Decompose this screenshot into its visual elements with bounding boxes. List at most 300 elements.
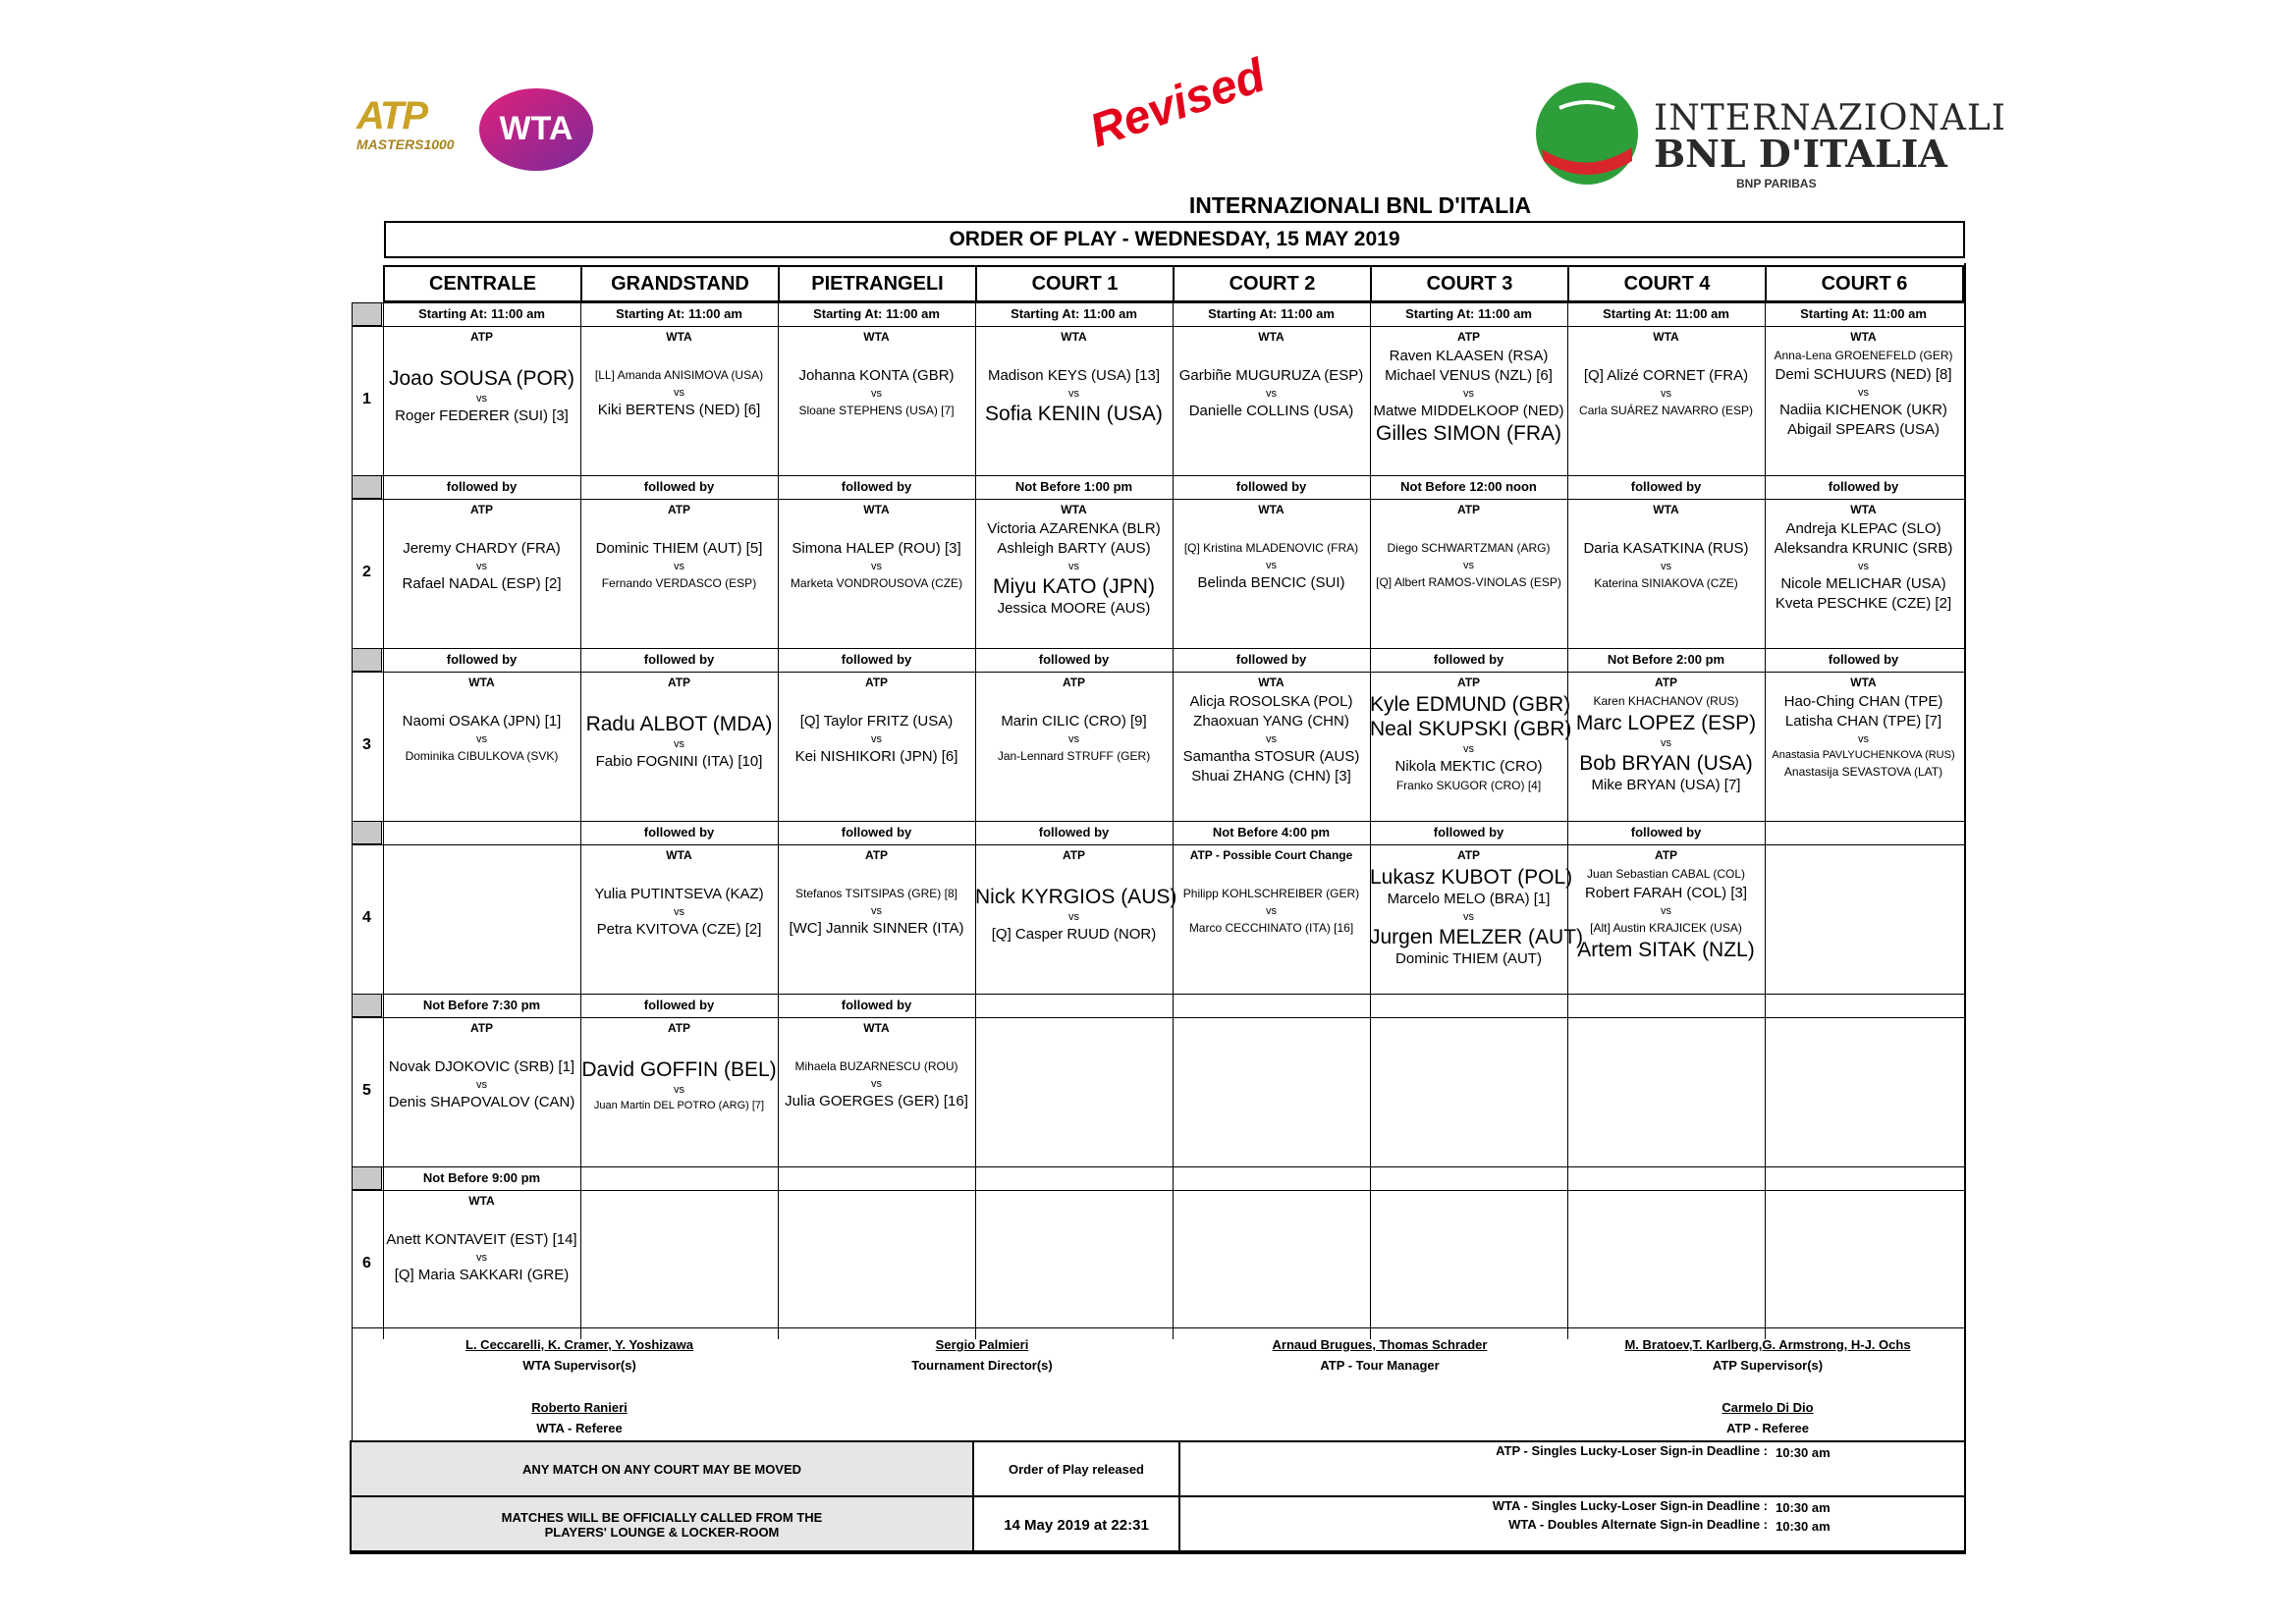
slot-label: followed by <box>1433 825 1504 839</box>
row-number: 2 <box>362 564 371 580</box>
player-name: Dominika CIBULKOVA (SVK) <box>405 749 559 763</box>
bnl-logo-line1: INTERNAZIONALI <box>1654 98 2006 138</box>
player-name: [Q] Casper RUUD (NOR) <box>991 926 1157 943</box>
tournament-title: INTERNAZIONALI BNL D'ITALIA <box>1188 192 1532 218</box>
match-cell <box>383 328 580 426</box>
bnl-logo-line3: BNP PARIBAS <box>1736 177 1817 190</box>
grid-line <box>1370 994 1371 1166</box>
wta-doubles-alternate-time: 10:30 am <box>1776 1519 1831 1534</box>
slot-label: Starting At: 11:00 am <box>1011 306 1137 321</box>
player-name: Joao SOUSA (POR) <box>388 367 575 390</box>
match-cell <box>580 501 778 593</box>
player-name: Danielle COLLINS (USA) <box>1188 403 1354 419</box>
bnl-logo-line2: BNL D'ITALIA <box>1654 132 1947 176</box>
match-cell <box>1370 328 1567 446</box>
versus-label: vs <box>871 388 882 400</box>
player-name <box>580 1038 778 1057</box>
player-name <box>383 519 580 539</box>
player-name: Jeremy CHARDY (FRA) <box>403 540 561 557</box>
player-name: Marc LOPEZ (ESP) <box>1575 712 1757 734</box>
grid-line <box>352 475 1966 476</box>
player-name: Diego SCHWARTZMAN (ARG) <box>1387 541 1551 555</box>
atp-referee-role: ATP - Referee <box>1725 1421 1810 1435</box>
player-name <box>975 347 1173 366</box>
player-name: Marketa VONDROUSOVA (CZE) <box>790 576 963 590</box>
row-number: 6 <box>362 1255 371 1271</box>
event-type: WTA <box>863 1021 890 1035</box>
player-name: Marcelo MELO (BRA) [1] <box>1387 891 1551 907</box>
event-type: WTA <box>1850 330 1877 344</box>
player-name: Nick KYRGIOS (AUS) <box>975 886 1177 908</box>
player-name: Carla SUÁREZ NAVARRO (ESP) <box>1579 404 1753 417</box>
player-name: Anastasija SEVASTOVA (LAT) <box>1783 765 1943 779</box>
court-header-0: CENTRALE <box>383 265 582 302</box>
player-name: Kei NISHIKORI (JPN) [6] <box>794 748 958 765</box>
match-cell <box>1173 846 1370 938</box>
match-cell <box>1567 846 1765 962</box>
grid-line <box>352 1190 1966 1191</box>
tournament-director-role: Tournament Director(s) <box>911 1358 1053 1373</box>
match-cell <box>1765 328 1962 440</box>
slot-label: Not Before 7:30 pm <box>422 998 541 1012</box>
player-name: Julia GOERGES (GER) [16] <box>785 1093 968 1109</box>
player-name <box>778 347 975 366</box>
slot-label: followed by <box>1038 652 1110 667</box>
row-number: 4 <box>362 909 371 926</box>
event-type: ATP <box>1456 330 1481 344</box>
player-name: [Q] Maria SAKKARI (GRE) <box>394 1267 570 1283</box>
versus-label: vs <box>1661 905 1671 917</box>
match-cell <box>975 501 1173 619</box>
event-type: WTA <box>1258 503 1285 516</box>
grid-line <box>1765 1166 1766 1339</box>
court-header-3: COURT 1 <box>975 265 1175 302</box>
grid-line <box>352 821 353 994</box>
order-of-play-title: ORDER OF PLAY - WEDNESDAY, 15 MAY 2019 <box>384 221 1965 258</box>
match-cell <box>383 1192 580 1285</box>
match-cell <box>1567 501 1765 593</box>
court-header-5: COURT 3 <box>1370 265 1569 302</box>
versus-label: vs <box>1858 733 1869 745</box>
player-name: Madison KEYS (USA) [13] <box>987 367 1161 384</box>
event-type: WTA <box>1258 330 1285 344</box>
versus-label: vs <box>1068 561 1079 572</box>
player-name: Marin CILIC (CRO) [9] <box>1001 713 1147 730</box>
player-name: Yulia PUTINTSEVA (KAZ) <box>594 886 764 902</box>
grid-line <box>352 994 1966 995</box>
event-type: ATP <box>469 503 494 516</box>
versus-label: vs <box>476 1252 487 1264</box>
grid-line <box>975 1166 976 1339</box>
player-name: Latisha CHAN (TPE) [7] <box>1784 713 1942 730</box>
event-type: ATP <box>864 676 889 689</box>
player-name <box>975 692 1173 712</box>
court-header-7: COURT 6 <box>1765 265 1964 302</box>
grid-line <box>383 821 384 994</box>
slot-label: Starting At: 11:00 am <box>1800 306 1927 321</box>
player-name: Juan Martin DEL POTRO (ARG) [7] <box>593 1100 765 1111</box>
match-moved-notice: ANY MATCH ON ANY COURT MAY BE MOVED <box>350 1440 974 1497</box>
match-cell <box>1765 501 1962 614</box>
slot-label: followed by <box>643 825 715 839</box>
player-name: Michael VENUS (NZL) [6] <box>1385 367 1553 384</box>
player-name: Katerina SINIAKOVA (CZE) <box>1594 576 1738 590</box>
player-name: Kveta PESCHKE (CZE) [2] <box>1775 595 1952 612</box>
player-name <box>580 347 778 366</box>
match-cell <box>383 501 580 594</box>
grid-line <box>352 648 1966 649</box>
match-cell <box>1567 674 1765 795</box>
event-type: WTA <box>468 1194 495 1208</box>
grid-line <box>352 1327 353 1440</box>
slot-label: Not Before 2:00 pm <box>1607 652 1725 667</box>
grid-line <box>1370 1166 1371 1339</box>
player-name <box>383 347 580 366</box>
player-name: Mike BRYAN (USA) [7] <box>1591 777 1741 793</box>
order-released-time: 14 May 2019 at 22:31 <box>972 1495 1180 1554</box>
wta-supervisor-role: WTA Supervisor(s) <box>522 1358 636 1373</box>
revised-stamp: Revised <box>1083 49 1272 158</box>
player-name: Ashleigh BARTY (AUS) <box>997 540 1151 557</box>
player-name: Alicja ROSOLSKA (POL) <box>1189 693 1353 710</box>
player-name: Jan-Lennard STRUFF (GER) <box>997 749 1151 763</box>
versus-label: vs <box>1068 733 1079 745</box>
court-header-1: GRANDSTAND <box>580 265 780 302</box>
player-name: Fernando VERDASCO (ESP) <box>601 576 757 590</box>
versus-label: vs <box>1266 905 1277 917</box>
player-name: Kyle EDMUND (GBR) <box>1370 693 1571 716</box>
grid-line <box>352 302 353 475</box>
player-name: Raven KLAASEN (RSA) <box>1389 348 1549 364</box>
tournament-director-name: Sergio Palmieri <box>935 1337 1029 1352</box>
player-name: Anna-Lena GROENEFELD (GER) <box>1774 349 1953 362</box>
versus-label: vs <box>871 1078 882 1090</box>
slot-label: followed by <box>1630 479 1702 494</box>
atp-supervisor-role: ATP Supervisor(s) <box>1712 1358 1824 1373</box>
grid-line <box>352 821 1966 822</box>
player-name <box>383 1038 580 1057</box>
event-type: ATP <box>1456 676 1481 689</box>
event-type: ATP - Possible Court Change <box>1189 848 1353 862</box>
grid-line <box>1765 821 1766 994</box>
player-name <box>975 865 1173 885</box>
event-type: WTA <box>863 330 890 344</box>
versus-label: vs <box>1463 560 1474 571</box>
versus-label: vs <box>1266 388 1277 400</box>
grid-line <box>352 499 1966 500</box>
player-name: Hao-Ching CHAN (TPE) <box>1783 693 1943 710</box>
match-cell <box>1370 674 1572 795</box>
player-name <box>580 519 778 539</box>
event-type: ATP <box>667 503 691 516</box>
event-type: WTA <box>1061 503 1087 516</box>
slot-label: Starting At: 11:00 am <box>813 306 940 321</box>
player-name <box>1173 347 1370 366</box>
event-type: ATP <box>1062 848 1086 862</box>
event-type: WTA <box>1258 676 1285 689</box>
versus-label: vs <box>674 906 684 918</box>
player-name: Victoria AZARENKA (BLR) <box>987 520 1161 537</box>
event-type: ATP <box>864 848 889 862</box>
event-type: WTA <box>1850 503 1877 516</box>
wta-logo-text: WTA <box>499 110 574 147</box>
player-name <box>1567 519 1765 539</box>
slot-label: Not Before 1:00 pm <box>1014 479 1133 494</box>
grid-line <box>352 1017 1966 1018</box>
atp-referee-name: Carmelo Di Dio <box>1722 1400 1814 1415</box>
grid-line <box>352 844 1966 845</box>
player-name: Denis SHAPOVALOV (CAN) <box>388 1094 575 1110</box>
event-type: ATP <box>1654 676 1678 689</box>
wta-logo <box>477 86 595 173</box>
slot-label: followed by <box>643 998 715 1012</box>
event-type: ATP <box>469 330 494 344</box>
player-name: Nicole MELICHAR (USA) <box>1780 575 1946 592</box>
player-name: [WC] Jannik SINNER (ITA) <box>789 920 964 937</box>
slot-label: followed by <box>1235 479 1307 494</box>
match-cell <box>383 674 580 766</box>
grid-line <box>352 326 1966 327</box>
player-name: Nikola MEKTIC (CRO) <box>1394 758 1543 775</box>
player-name: Zhaoxuan YANG (CHN) <box>1193 713 1349 730</box>
versus-label: vs <box>476 733 487 745</box>
match-cell <box>1370 846 1584 969</box>
grid-line <box>1567 994 1568 1166</box>
player-name: Demi SCHUURS (NED) [8] <box>1775 366 1952 383</box>
grid-line <box>1173 994 1174 1166</box>
match-cell <box>778 674 975 767</box>
event-type: WTA <box>1061 330 1087 344</box>
versus-label: vs <box>1463 388 1474 400</box>
versus-label: vs <box>476 1079 487 1091</box>
grid-line <box>1765 994 1766 1166</box>
match-cell <box>1567 328 1765 420</box>
slot-label: Not Before 9:00 pm <box>422 1170 541 1185</box>
versus-label: vs <box>1463 743 1474 755</box>
player-name: Jessica MOORE (AUS) <box>997 600 1151 617</box>
row-number: 3 <box>362 736 371 753</box>
slot-label: followed by <box>841 479 912 494</box>
player-name: Radu ALBOT (MDA) <box>585 713 773 735</box>
player-name: Franko SKUGOR (CRO) [4] <box>1395 779 1542 792</box>
player-name: Robert FARAH (COL) [3] <box>1584 885 1748 901</box>
player-name: Miyu KATO (JPN) <box>993 575 1155 598</box>
match-cell <box>1370 501 1567 592</box>
match-cell <box>580 674 778 772</box>
player-name: Dominic THIEM (AUT) <box>1395 950 1542 967</box>
slot-label: followed by <box>1630 825 1702 839</box>
slot-label: followed by <box>1038 825 1110 839</box>
event-type: ATP <box>667 676 691 689</box>
player-name: Shuai ZHANG (CHN) [3] <box>1191 768 1351 784</box>
slot-label: followed by <box>1433 652 1504 667</box>
slot-label: followed by <box>841 998 912 1012</box>
event-type: ATP <box>1654 848 1678 862</box>
slot-label: followed by <box>841 652 912 667</box>
player-name: Matwe MIDDELKOOP (NED) <box>1373 403 1564 419</box>
event-type: ATP <box>1062 676 1086 689</box>
versus-label: vs <box>674 561 684 572</box>
match-cell <box>580 1019 778 1113</box>
row-marker-5 <box>352 1166 382 1190</box>
versus-label: vs <box>1266 733 1277 745</box>
order-released-label: Order of Play released <box>972 1440 1180 1497</box>
match-called-notice: MATCHES WILL BE OFFICIALLY CALLED FROM THE PLAYERS' LOUNGE & LOCKER-ROOM <box>350 1495 974 1554</box>
player-name: Rafael NADAL (ESP) [2] <box>402 575 562 592</box>
grid-line <box>1173 1166 1174 1339</box>
slot-label: Not Before 4:00 pm <box>1212 825 1331 839</box>
slot-label: Starting At: 11:00 am <box>616 306 742 321</box>
player-name: Anastasia PAVLYUCHENKOVA (RUS) <box>1772 749 1955 761</box>
player-name: Mihaela BUZARNESCU (ROU) <box>794 1059 958 1073</box>
player-name: Sloane STEPHENS (USA) [7] <box>798 404 955 417</box>
player-name: Garbiñe MUGURUZA (ESP) <box>1178 367 1364 384</box>
event-type: WTA <box>1653 330 1679 344</box>
grid-line <box>580 1166 581 1339</box>
event-type: ATP <box>469 1021 494 1035</box>
versus-label: vs <box>871 733 882 745</box>
player-name: Lukasz KUBOT (POL) <box>1370 866 1573 889</box>
event-type: ATP <box>667 1021 691 1035</box>
player-name: Juan Sebastian CABAL (COL) <box>1587 867 1745 881</box>
player-name: Roger FEDERER (SUI) [3] <box>395 407 569 424</box>
event-type: WTA <box>1850 676 1877 689</box>
atp-lucky-loser-time: 10:30 am <box>1776 1445 1831 1460</box>
player-name <box>778 692 975 712</box>
event-type: WTA <box>666 330 692 344</box>
grid-line <box>352 672 1966 673</box>
atp-masters-logo <box>356 96 465 161</box>
slot-label: followed by <box>643 479 715 494</box>
atp-logo-text: ATP <box>356 94 427 137</box>
player-name <box>383 692 580 712</box>
grid-line <box>352 1166 1966 1167</box>
versus-label: vs <box>1661 737 1671 749</box>
event-type: WTA <box>863 503 890 516</box>
match-cell <box>1173 674 1370 786</box>
row-marker-4 <box>352 994 382 1017</box>
versus-label: vs <box>871 561 882 572</box>
event-type: WTA <box>1653 503 1679 516</box>
atp-logo-sub: MASTERS1000 <box>356 136 455 152</box>
match-cell <box>1173 328 1370 421</box>
match-cell <box>383 1019 580 1112</box>
player-name: Fabio FOGNINI (ITA) [10] <box>595 753 763 770</box>
row-number: 5 <box>362 1082 371 1099</box>
versus-label: vs <box>1068 911 1079 923</box>
row-number: 1 <box>362 391 371 407</box>
wta-referee-role: WTA - Referee <box>536 1421 623 1435</box>
player-name: Aleksandra KRUNIC (SRB) <box>1774 540 1953 557</box>
internazionali-bnl-logo <box>1530 79 2006 196</box>
player-name: Petra KVITOVA (CZE) [2] <box>596 921 762 938</box>
versus-label: vs <box>476 393 487 405</box>
player-name: David GOFFIN (BEL) <box>581 1058 777 1081</box>
match-cell <box>778 501 975 593</box>
versus-label: vs <box>1661 388 1671 400</box>
player-name: Philipp KOHLSCHREIBER (GER) <box>1182 887 1360 900</box>
event-type: ATP <box>1456 503 1481 516</box>
player-name: Stefanos TSITSIPAS (GRE) [8] <box>795 887 957 900</box>
player-name: Naomi OSAKA (JPN) [1] <box>402 713 562 730</box>
versus-label: vs <box>1463 911 1474 923</box>
atp-supervisor-names: M. Bratoev,T. Karlberg,G. Armstrong, H-J. Ochs <box>1624 1337 1911 1352</box>
tennis-ball-logo-icon <box>1530 79 1648 196</box>
atp-tour-manager-role: ATP - Tour Manager <box>1320 1358 1440 1373</box>
player-name: Sofia KENIN (USA) <box>985 403 1163 425</box>
player-name: Jurgen MELZER (AUT) <box>1370 926 1584 948</box>
match-cell <box>975 674 1173 766</box>
versus-label: vs <box>871 905 882 917</box>
grid-line <box>352 302 1966 303</box>
slot-label: followed by <box>446 652 518 667</box>
player-name: Daria KASATKINA (RUS) <box>1583 540 1749 557</box>
slot-label: Starting At: 11:00 am <box>1208 306 1335 321</box>
slot-label: Starting At: 11:00 am <box>418 306 545 321</box>
grid-line <box>352 1327 1966 1328</box>
atp-tour-manager-names: Arnaud Brugues, Thomas Schrader <box>1272 1337 1488 1352</box>
wta-lucky-loser-time: 10:30 am <box>1776 1500 1831 1515</box>
slot-label: followed by <box>1235 652 1307 667</box>
court-header-4: COURT 2 <box>1173 265 1372 302</box>
versus-label: vs <box>1661 561 1671 572</box>
match-cell <box>975 846 1177 945</box>
player-name: Artem SITAK (NZL) <box>1577 939 1755 961</box>
row-marker-3 <box>352 821 382 844</box>
slot-label: followed by <box>643 652 715 667</box>
player-name <box>580 692 778 712</box>
grid-line <box>1567 1166 1568 1339</box>
match-cell <box>778 1019 975 1111</box>
row-marker-2 <box>352 648 382 672</box>
player-name <box>1173 519 1370 539</box>
match-cell <box>975 328 1173 426</box>
versus-label: vs <box>674 738 684 750</box>
player-name: Neal SKUPSKI (GBR) <box>1370 718 1572 740</box>
versus-label: vs <box>1068 388 1079 400</box>
match-cell <box>1765 674 1962 782</box>
player-name <box>778 519 975 539</box>
slot-label: followed by <box>446 479 518 494</box>
atp-lucky-loser-label: ATP - Singles Lucky-Loser Sign-in Deadline : <box>1496 1443 1768 1458</box>
slot-label: Starting At: 11:00 am <box>1405 306 1532 321</box>
player-name: Bob BRYAN (USA) <box>1579 752 1753 775</box>
player-name: Karen KHACHANOV (RUS) <box>1593 694 1739 708</box>
versus-label: vs <box>674 387 684 399</box>
slot-label: followed by <box>841 825 912 839</box>
court-header-6: COURT 4 <box>1567 265 1767 302</box>
match-cell <box>778 846 975 939</box>
player-name: Belinda BENCIC (SUI) <box>1197 574 1345 591</box>
court-header-2: PIETRANGELI <box>778 265 977 302</box>
slot-label: followed by <box>1828 479 1899 494</box>
player-name <box>778 1038 975 1057</box>
player-name: [Q] Alizé CORNET (FRA) <box>1583 367 1749 384</box>
player-name <box>383 1211 580 1230</box>
player-name <box>778 865 975 885</box>
player-name: Marco CECCHINATO (ITA) [16] <box>1188 921 1354 935</box>
player-name: Novak DJOKOVIC (SRB) [1] <box>388 1058 575 1075</box>
match-cell <box>580 328 778 420</box>
player-name <box>580 865 778 885</box>
match-cell <box>1173 501 1370 593</box>
player-name: Samantha STOSUR (AUS) <box>1182 748 1360 765</box>
player-name <box>1173 865 1370 885</box>
match-cell <box>778 328 975 420</box>
player-name: [Q] Taylor FRITZ (USA) <box>799 713 954 730</box>
player-name: Simona HALEP (ROU) [3] <box>792 540 961 557</box>
grid-line <box>352 994 353 1166</box>
